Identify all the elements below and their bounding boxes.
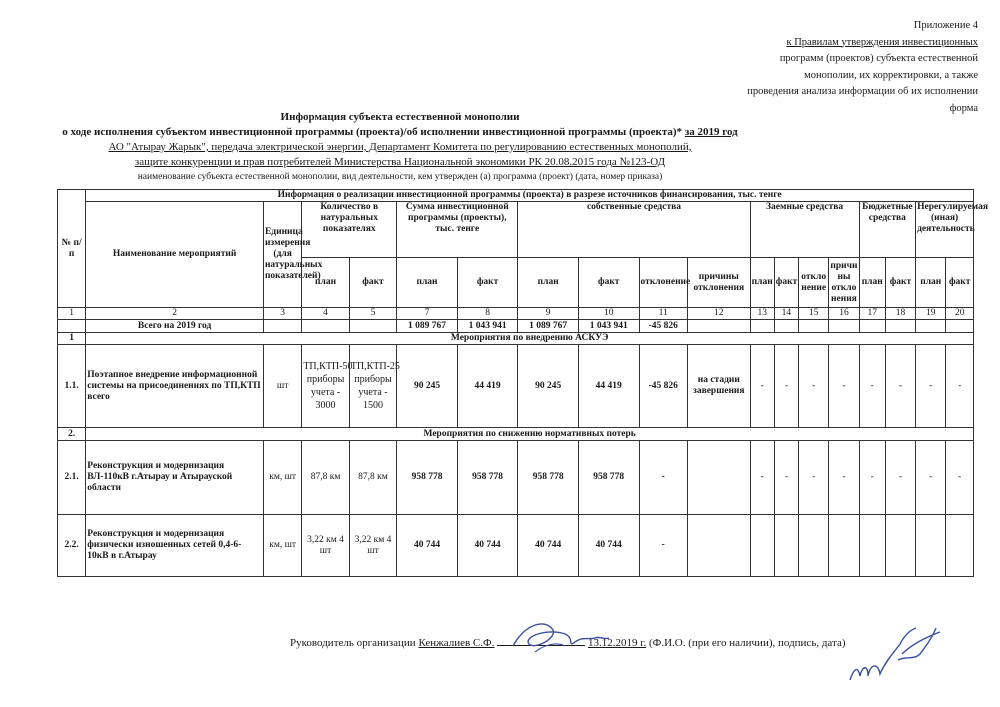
col-number: 16	[829, 308, 859, 320]
col-number: 4	[302, 308, 349, 320]
total-own-deviation: -45 826	[639, 320, 687, 333]
row-own-plan: 40 744	[518, 515, 579, 577]
header-num: № п/п	[58, 190, 86, 308]
entity-line-1: АО "Атырау Жарык", передача электрической энергии, Департамент Комитета по регулированию естественных монополий,	[108, 141, 692, 153]
col-number: 2	[86, 308, 264, 320]
handwritten-signature	[505, 616, 610, 661]
empty-cell	[687, 441, 750, 515]
row-dash: -	[774, 345, 798, 428]
header-plan: план	[859, 258, 885, 308]
row-own-deviation: -	[639, 515, 687, 577]
row-own-fact: 44 419	[578, 345, 639, 428]
header-fact: факт	[885, 258, 915, 308]
row-qty-fact: 87,8 км	[349, 441, 396, 515]
header-unreg: Нерегулируемая (иная) деятельность	[916, 202, 974, 258]
col-number: 19	[916, 308, 946, 320]
table-row	[58, 515, 974, 577]
empty-cell	[349, 320, 396, 333]
header-name: Наименование мероприятий	[86, 202, 264, 308]
header-deviation: откло нение	[799, 258, 829, 308]
director-name: Кенжалиев С.Ф.	[418, 637, 495, 649]
header-unit: Единица измерения (для натуральных показателей)	[263, 202, 301, 308]
row-own-deviation: -45 826	[639, 345, 687, 428]
row-dash: -	[946, 441, 974, 515]
row-dash: -	[799, 345, 829, 428]
row-num: 1.1.	[58, 345, 86, 428]
header-own: собственные средства	[518, 202, 750, 258]
header-sum: Сумма инвестиционной программы (проекты), тыс. тенге	[397, 202, 518, 258]
entity-caption: наименование субъекта естественной монополии, вид деятельности, кем утвержден (а) программа (проект) (дата, номер приказа)	[137, 172, 663, 182]
header-info: Информация о реализации инвестиционной программы (проекта) в разрезе источников финансирования, тыс. тенге	[86, 190, 974, 202]
empty-cell	[946, 515, 974, 577]
empty-cell	[859, 320, 885, 333]
row-qty-plan: 87,8 км	[302, 441, 349, 515]
footer-prefix: Руководитель организации	[290, 637, 416, 649]
row-dash: -	[750, 441, 774, 515]
total-label: Всего на 2019 год	[86, 320, 264, 333]
section-num: 1	[58, 333, 86, 345]
empty-cell	[799, 320, 829, 333]
column-number-row	[58, 308, 974, 320]
row-dash: -	[750, 345, 774, 428]
header-deviation: отклонение	[639, 258, 687, 308]
row-dash: -	[829, 345, 859, 428]
handwritten-initials	[840, 620, 960, 695]
appendix-line: монополии, их корректировки, а также	[804, 69, 978, 81]
header-plan: план	[518, 258, 579, 308]
row-own-plan: 958 778	[518, 441, 579, 515]
investment-table	[57, 189, 988, 577]
col-number: 9	[518, 308, 579, 320]
empty-cell	[774, 515, 798, 577]
col-number: 14	[774, 308, 798, 320]
col-number: 13	[750, 308, 774, 320]
entity-line-2: защите конкуренции и прав потребителей Министерства Национальной экономики РК 20.08.2015 года №123-ОД	[134, 156, 666, 168]
row-dash: -	[859, 441, 885, 515]
total-row	[58, 320, 974, 333]
empty-cell	[859, 515, 885, 577]
report-year: за 2019 год	[684, 126, 738, 138]
row-name: Реконструкция и модернизация ВЛ-110кВ г.Атырау и Атырауской области	[86, 441, 264, 515]
section-row	[58, 333, 974, 345]
header-plan: план	[916, 258, 946, 308]
section-title: Мероприятия по внедрению АСКУЭ	[86, 333, 974, 345]
col-number: 3	[263, 308, 301, 320]
row-dash: -	[885, 441, 915, 515]
section-title: Мероприятия по снижению нормативных потерь	[86, 428, 974, 441]
col-number: 11	[639, 308, 687, 320]
row-sum-plan: 958 778	[397, 441, 458, 515]
empty-cell	[916, 515, 946, 577]
title-line-1: Информация субъекта естественной монополии	[280, 111, 520, 123]
header-budget: Бюджетные средства	[859, 202, 916, 258]
row-dash: -	[774, 441, 798, 515]
title-line-2	[20, 125, 780, 140]
row-dash: -	[946, 345, 974, 428]
empty-cell	[687, 320, 750, 333]
document-heading	[20, 110, 780, 185]
empty-cell	[946, 320, 974, 333]
row-dash: -	[885, 345, 915, 428]
row-sum-plan: 90 245	[397, 345, 458, 428]
row-num: 2.2.	[58, 515, 86, 577]
row-sum-plan: 40 744	[397, 515, 458, 577]
header-loan: Заемные средства	[750, 202, 859, 258]
footer-suffix: (Ф.И.О. (при его наличии), подпись, дата)	[648, 637, 846, 649]
row-dash: -	[829, 441, 859, 515]
header-reason: причи ны откло нения	[829, 258, 859, 308]
col-number: 5	[349, 308, 396, 320]
row-reason: на стадии завершения	[687, 345, 750, 428]
appendix-line: форма	[949, 102, 978, 114]
empty-cell	[829, 515, 859, 577]
row-unit: шт	[263, 345, 301, 428]
appendix-line: Приложение 4	[913, 20, 978, 31]
empty-cell	[829, 320, 859, 333]
header-fact: факт	[946, 258, 974, 308]
appendix-line: программ (проектов) субъекта естественной	[779, 53, 978, 64]
appendix-block	[747, 18, 978, 117]
section-num: 2.	[58, 428, 86, 441]
col-number: 20	[946, 308, 974, 320]
header-fact: факт	[774, 258, 798, 308]
row-sum-fact: 40 744	[457, 515, 518, 577]
row-dash: -	[859, 345, 885, 428]
row-unit: км, шт	[263, 441, 301, 515]
row-sum-fact: 958 778	[457, 441, 518, 515]
appendix-line: к Правилам утверждения инвестиционных	[786, 36, 978, 48]
row-qty-plan: ТП,КТП-50 приборы учета - 3000	[302, 345, 349, 428]
table-row	[58, 345, 974, 428]
row-qty-plan: 3,22 км 4 шт	[302, 515, 349, 577]
empty-cell	[302, 320, 349, 333]
col-number: 18	[885, 308, 915, 320]
row-num: 2.1.	[58, 441, 86, 515]
total-sum-plan: 1 089 767	[397, 320, 458, 333]
signature-date: 13.12.2019 г.	[587, 637, 647, 649]
empty-cell	[916, 320, 946, 333]
row-own-deviation: -	[639, 441, 687, 515]
row-own-fact: 958 778	[578, 441, 639, 515]
row-dash: -	[916, 345, 946, 428]
appendix-line: проведения анализа информации об их исполнении	[747, 86, 978, 97]
section-row	[58, 428, 974, 441]
col-number: 1	[58, 308, 86, 320]
header-reason: причины отклонения	[687, 258, 750, 308]
row-qty-fact: ТП,КТП-25 приборы учета - 1500	[349, 345, 396, 428]
row-name: Поэтапное внедрение информационной системы на присоединениях по ТП,КТП всего	[86, 345, 264, 428]
col-number: 8	[457, 308, 518, 320]
row-qty-fact: 3,22 км 4 шт	[349, 515, 396, 577]
header-fact: факт	[578, 258, 639, 308]
empty-cell	[885, 515, 915, 577]
total-own-fact: 1 043 941	[578, 320, 639, 333]
col-number: 7	[397, 308, 458, 320]
total-num-cell	[58, 320, 86, 333]
empty-cell	[799, 515, 829, 577]
col-number: 12	[687, 308, 750, 320]
header-plan: план	[750, 258, 774, 308]
empty-cell	[885, 320, 915, 333]
empty-cell	[750, 320, 774, 333]
total-own-plan: 1 089 767	[518, 320, 579, 333]
row-name: Реконструкция и модернизация физически изношенных сетей 0,4-6-10кВ в г.Атырау	[86, 515, 264, 577]
header-plan: план	[302, 258, 349, 308]
row-sum-fact: 44 419	[457, 345, 518, 428]
header-plan: план	[397, 258, 458, 308]
row-dash: -	[799, 441, 829, 515]
col-number: 17	[859, 308, 885, 320]
title-text: о ходе исполнения субъектом инвестиционной программы (проекта)/об исполнении инвестиционной программы (проекта)*	[62, 126, 683, 138]
row-own-plan: 90 245	[518, 345, 579, 428]
row-own-fact: 40 744	[578, 515, 639, 577]
empty-cell	[774, 320, 798, 333]
header-qty: Количество в натуральных показателях	[302, 202, 397, 258]
col-number: 15	[799, 308, 829, 320]
empty-cell	[750, 515, 774, 577]
table-row	[58, 441, 974, 515]
col-number: 10	[578, 308, 639, 320]
empty-cell	[263, 320, 301, 333]
row-unit: км, шт	[263, 515, 301, 577]
header-fact: факт	[349, 258, 396, 308]
total-sum-fact: 1 043 941	[457, 320, 518, 333]
header-fact: факт	[457, 258, 518, 308]
empty-cell	[687, 515, 750, 577]
row-dash: -	[916, 441, 946, 515]
